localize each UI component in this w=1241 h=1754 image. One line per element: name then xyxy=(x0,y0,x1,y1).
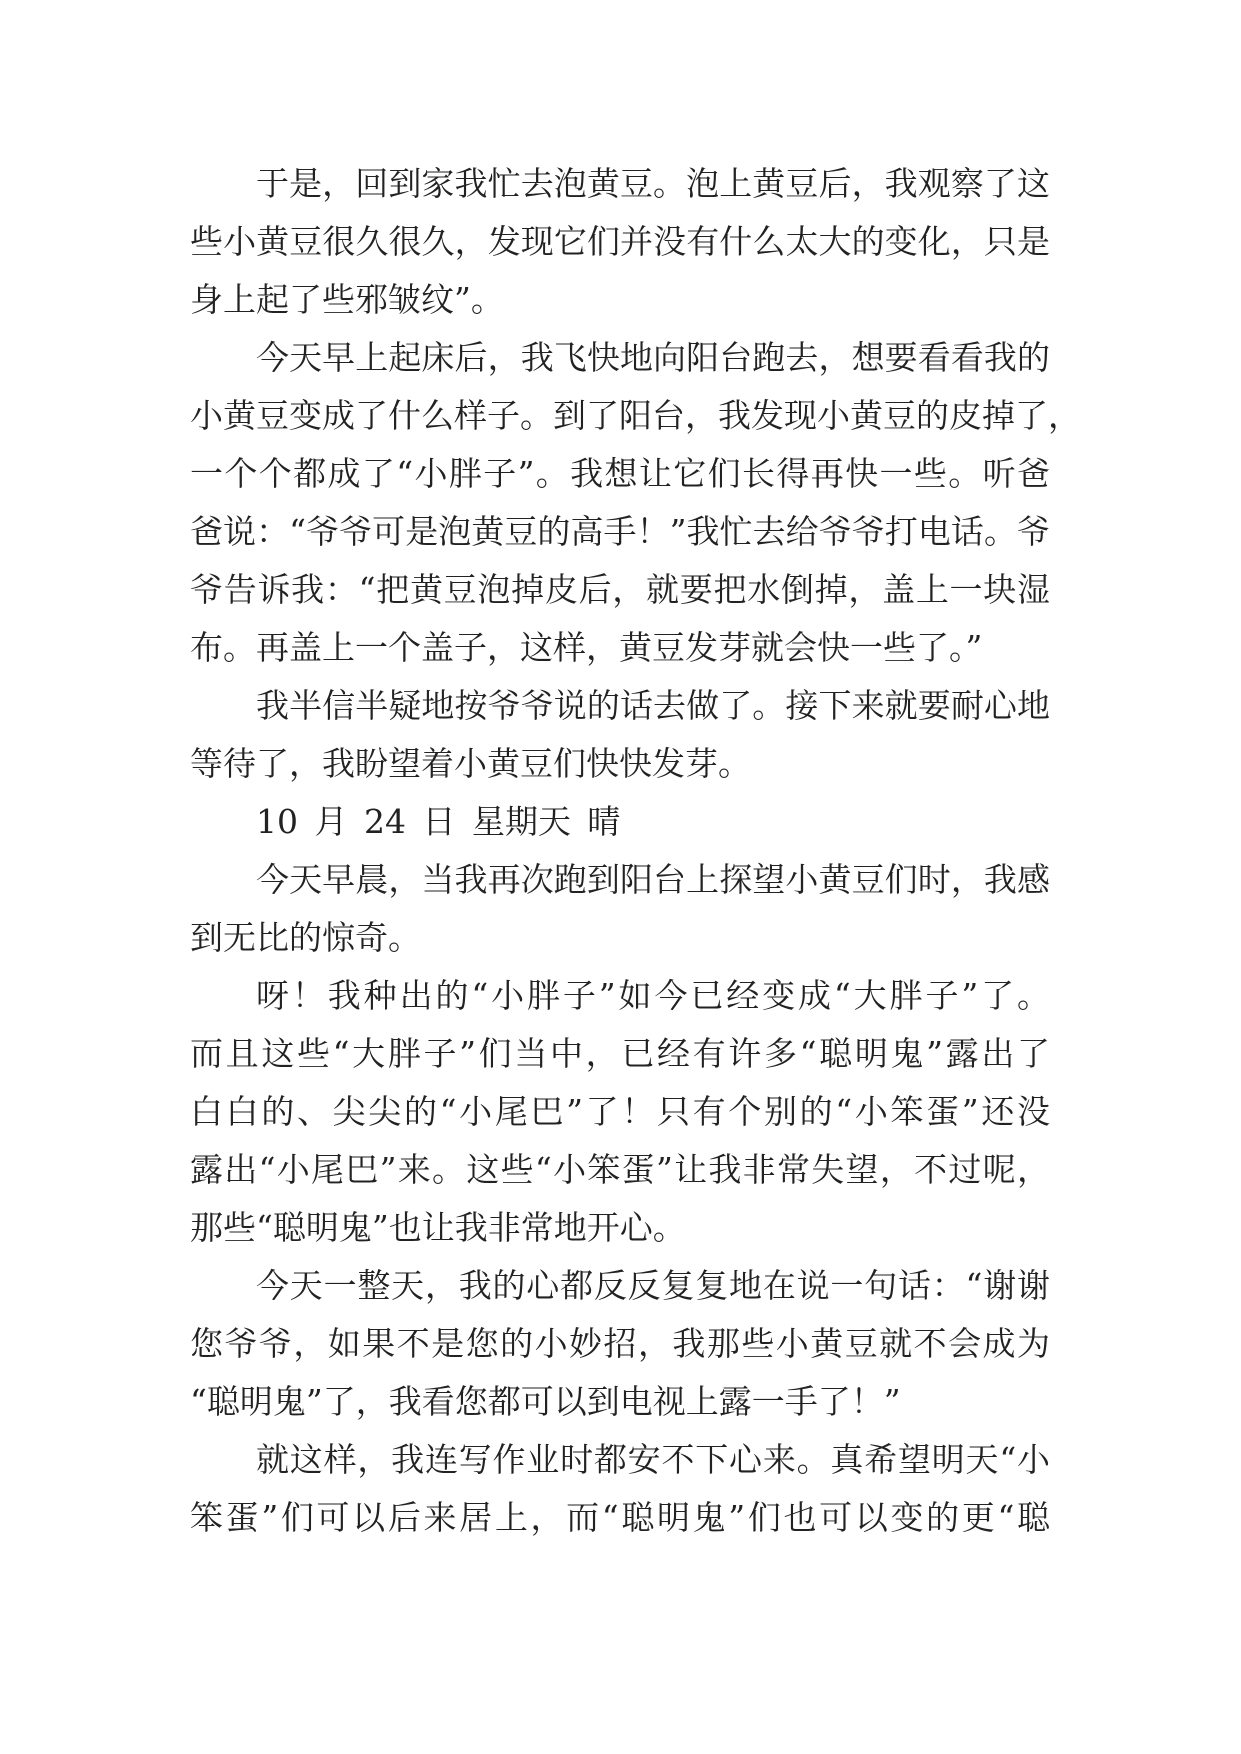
paragraph-line: 今天早上起床后，我飞快地向阳台跑去，想要看看我的 xyxy=(256,338,1050,377)
paragraph-line: 就这样，我连写作业时都安不下心来。真希望明天“小 xyxy=(256,1440,1050,1479)
paragraph-line: 我半信半疑地按爷爷说的话去做了。接下来就要耐心地 xyxy=(256,686,1050,725)
paragraph-line: 爸说：“爷爷可是泡黄豆的高手！”我忙去给爷爷打电话。爷 xyxy=(190,512,1050,551)
paragraph-line: 那些“聪明鬼”也让我非常地开心。 xyxy=(190,1208,686,1247)
paragraph-line: 今天早晨，当我再次跑到阳台上探望小黄豆们时，我感 xyxy=(256,860,1050,899)
paragraph-line: 今天一整天，我的心都反反复复地在说一句话：“谢谢 xyxy=(256,1266,1050,1305)
article-body xyxy=(190,155,1081,1547)
paragraph-line: 些小黄豆很久很久，发现它们并没有什么太大的变化，只是 xyxy=(190,222,1050,261)
paragraph-line: 白白的、尖尖的“小尾巴”了！只有个别的“小笨蛋”还没 xyxy=(190,1092,1050,1131)
paragraph-line: 于是，回到家我忙去泡黄豆。泡上黄豆后，我观察了这 xyxy=(256,164,1050,203)
paragraph-line: 身上起了些邪皱纹”。 xyxy=(190,280,504,319)
paragraph-line: “聪明鬼”了，我看您都可以到电视上露一手了！” xyxy=(190,1382,901,1421)
paragraph-line: 到无比的惊奇。 xyxy=(190,918,421,957)
paragraph-line: 小黄豆变成了什么样子。到了阳台，我发现小黄豆的皮掉了， xyxy=(190,396,1081,435)
paragraph-line: 而且这些“大胖子”们当中，已经有许多“聪明鬼”露出了 xyxy=(190,1034,1050,1073)
diary-date-heading: 10 月 24 日 星期天 晴 xyxy=(256,802,621,841)
paragraph-line: 笨蛋”们可以后来居上，而“聪明鬼”们也可以变的更“聪 xyxy=(190,1498,1050,1537)
paragraph-line: 一个个都成了“小胖子”。我想让它们长得再快一些。听爸 xyxy=(190,454,1050,493)
paragraph-line: 爷告诉我：“把黄豆泡掉皮后，就要把水倒掉，盖上一块湿 xyxy=(190,570,1050,609)
paragraph-line: 布。再盖上一个盖子，这样，黄豆发芽就会快一些了。” xyxy=(190,628,983,667)
paragraph-line: 您爷爷，如果不是您的小妙招，我那些小黄豆就不会成为 xyxy=(190,1324,1050,1363)
paragraph-line: 等待了，我盼望着小黄豆们快快发芽。 xyxy=(190,744,751,783)
paragraph-line: 呀！我种出的“小胖子”如今已经变成“大胖子”了。 xyxy=(256,976,1050,1015)
paragraph-line: 露出“小尾巴”来。这些“小笨蛋”让我非常失望，不过呢， xyxy=(190,1150,1050,1189)
